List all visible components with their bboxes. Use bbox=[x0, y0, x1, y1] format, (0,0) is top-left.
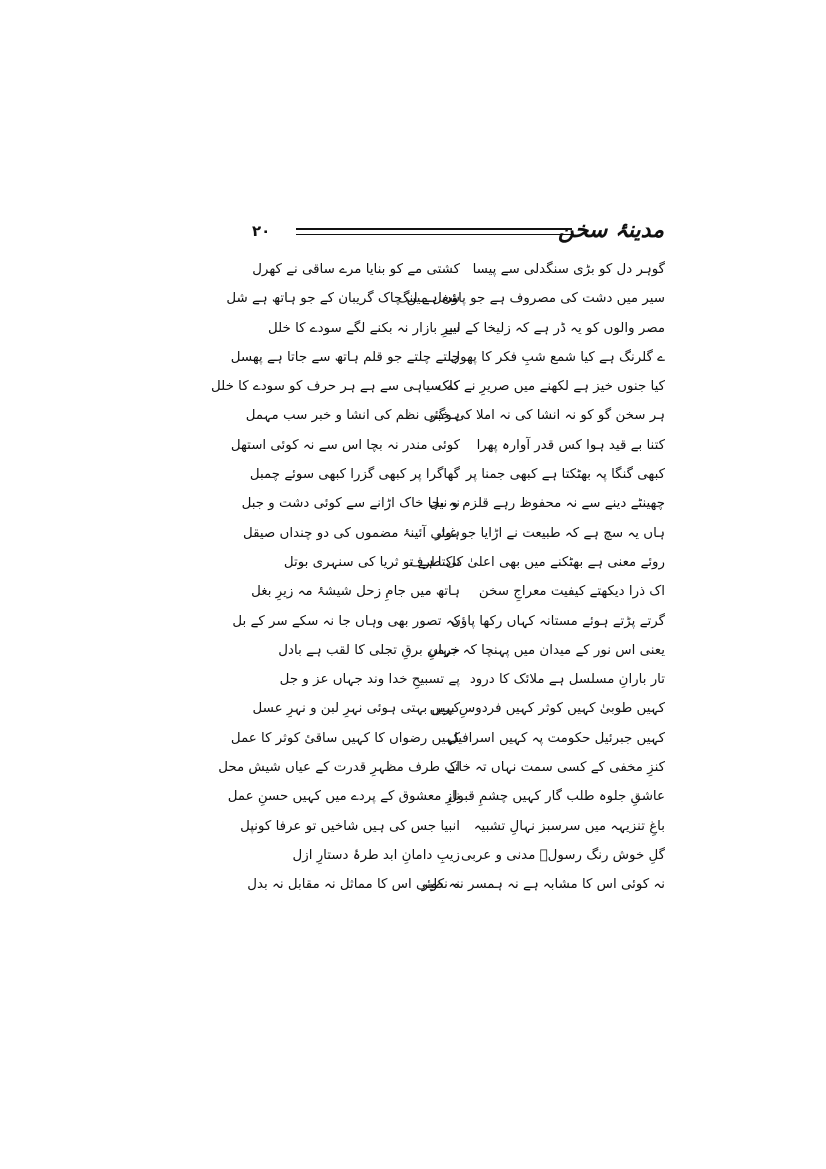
verse-line: کہیں بہتی ہوئی نہرِ لبن و نہرِ عسل bbox=[252, 701, 460, 717]
verse-line: گوہر دل کو بڑی سنگدلی سے پیسا bbox=[472, 262, 665, 277]
verse-line: نہ کوئی اس کا مماثل نہ مقابل نہ بدل bbox=[247, 877, 460, 893]
verse-line: ہوگئی نظم کی انشا و خبر سب مہمل bbox=[245, 408, 460, 424]
page-header bbox=[252, 218, 664, 252]
verse-line: ہر سخن گو کو نہ انشا کی نہ املا کی خبر bbox=[430, 408, 665, 424]
verse-line: شغل میں چاک گریبان کے جو ہاتھ ہے شل bbox=[226, 291, 460, 307]
verse-line: کوئی مندر نہ بچا اس سے نہ کوئی استھل bbox=[230, 437, 460, 453]
verse-line: ہوئی آئینۂ مضموں کی دو چنداں صیقل bbox=[242, 525, 460, 541]
running-title: مدینۂ سخن bbox=[557, 218, 664, 243]
verse-line: خرمنِ برقِ تجلی کا لقب ہے بادل bbox=[278, 642, 460, 658]
verse-line: ے گلرنگ ہے کیا شمع شبِ فکر کا پھول bbox=[450, 349, 665, 365]
verse-line: کتنا بے قید ہوا کس قدر آوارہ پھرا bbox=[476, 437, 665, 453]
verse-column-left bbox=[211, 255, 460, 900]
verse-line: چلتے چلتے جو قلم ہاتھ سے جاتا ہے پھسل bbox=[230, 349, 460, 365]
verse-line: کشتی مے کو بنایا مرے ساقی نے کھرل bbox=[252, 262, 460, 277]
verse-line: کہ سیاہی سے ہے ہر حرف کو سودے کا خلل bbox=[211, 379, 460, 395]
verse-line: کیا جنوں خیز ہے لکھنے میں صریرِ نے کلک bbox=[436, 379, 665, 395]
verse-line: زیبِ دامانِ ابد طرۂ دستارِ ازل bbox=[292, 847, 460, 863]
verse-line: باغِ تنزیہہ میں سرسبز نہالِ تشبیہ bbox=[473, 818, 665, 834]
verse-line: کہیں طوبیٰ کہیں کوثر کہیں فردوسِ بریں bbox=[429, 701, 665, 717]
verse-line: نہ بچا خاک اڑانے سے کوئی دشت و جبل bbox=[241, 496, 460, 512]
verse-line: مصر والوں کو یہ ڈر ہے کہ زلیخا کے لیے bbox=[444, 320, 665, 336]
verse-line: اک طرف مظہرِ قدرت کے عیاں شیش محل bbox=[218, 760, 460, 776]
verse-line: گھاگرا پر کبھی گزرا کبھی سوئے چمبل bbox=[249, 467, 460, 483]
verse-line: ہاں یہ سچ ہے کہ طبیعت نے اڑایا جو غبار bbox=[435, 525, 665, 541]
verse-line: کہیں رضواں کا کہیں ساقیٔ کوثر کا عمل bbox=[230, 730, 460, 746]
verse-line: تاکتا ہے تو ثریا کی سنہری بوتل bbox=[283, 554, 460, 570]
verse-line: گلِ خوش رنگ رسولؐ مدنی و عربی bbox=[461, 847, 665, 863]
verse-line: کنزِ مخفی کے کسی سمت نہاں تہ خانے bbox=[446, 760, 665, 776]
verse-line: گرتے پڑتے ہوئے مستانہ کہاں رکھا پاؤں bbox=[450, 613, 665, 629]
verse-line: چھینٹے دینے سے نہ محفوظ رہے قلزم و نیل bbox=[429, 496, 665, 512]
verse-column-right bbox=[397, 255, 665, 900]
page-number: ۲۰ bbox=[252, 222, 271, 240]
verse-line: سرِ بازار نہ بکنے لگے سودے کا خلل bbox=[267, 320, 460, 336]
verse-line: پے تسبیحِ خدا وند جہاں عز و جل bbox=[279, 672, 460, 688]
verse-line: انبیا جس کی ہیں شاخیں تو عرفا کونپل bbox=[240, 818, 460, 834]
verse-line: کہیں جبرئیل حکومت پہ کہیں اسرافیل bbox=[448, 730, 665, 746]
verse-line: تار بارانِ مسلسل ہے ملائک کا درود bbox=[469, 672, 665, 688]
verse-line: اک ذرا دیکھتے کیفیت معراجِ سخن bbox=[478, 584, 665, 600]
verse-line: روئے معنی ہے بھٹکنے میں بھی اعلیٰ کی طرف bbox=[409, 554, 665, 570]
verse-line: نہ کوئی اس کا مشابہ ہے نہ ہمسر نہ نظیر bbox=[421, 877, 665, 893]
verse-line: کہ تصور بھی وہاں جا نہ سکے سر کے بل bbox=[232, 613, 460, 629]
verse-line: نازِ معشوق کے پردے میں کہیں حسنِ عمل bbox=[227, 789, 460, 805]
header-rule bbox=[296, 228, 572, 235]
verse-line: عاشقِ جلوہ طلب گار کہیں چشمِ قبول bbox=[447, 789, 665, 805]
verse-line: سیر میں دشت کی مصروف ہے جو پاؤں ہے لنگ bbox=[397, 291, 665, 307]
verse-line: کبھی گنگا پہ بھٹکتا ہے کبھی جمنا پر bbox=[465, 467, 665, 483]
verse-line: یعنی اس نور کے میدان میں پہنچا کہ جہاں bbox=[428, 642, 665, 658]
verse-line: ہاتھ میں جامِ زحل شیشۂ مہ زیرِ بغل bbox=[251, 584, 460, 600]
